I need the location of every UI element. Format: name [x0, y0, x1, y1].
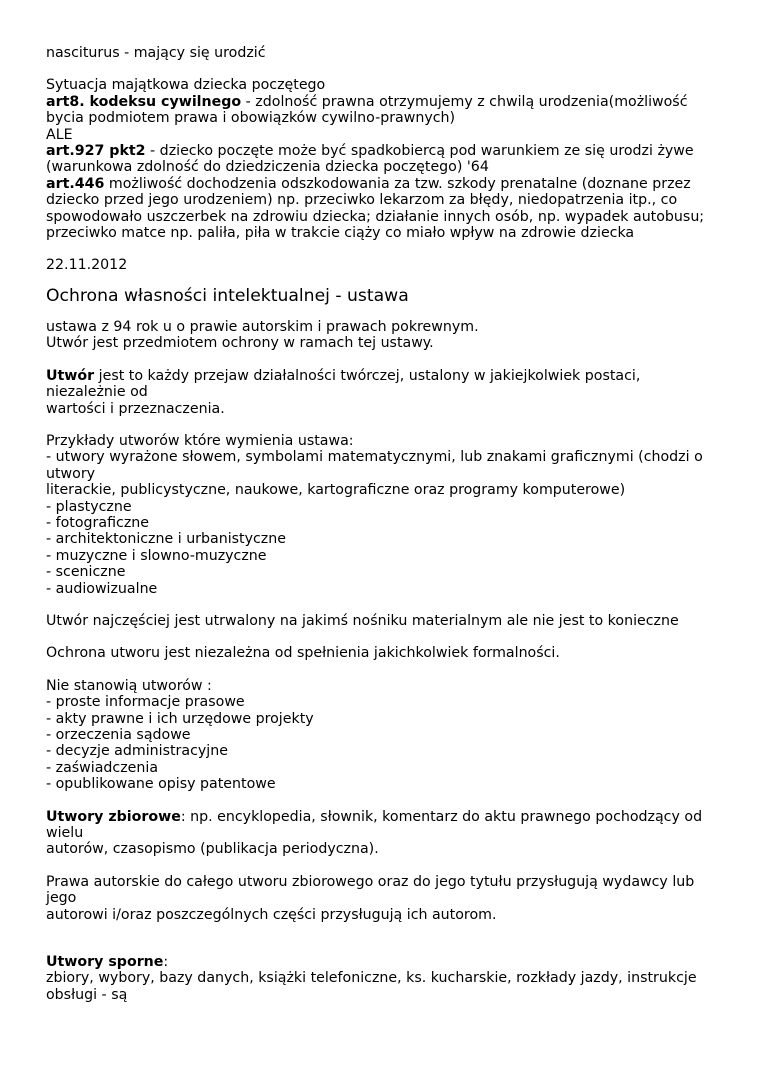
prawa-line3: autorowi i/oraz poszczególnych części przysługują ich autorom.	[46, 906, 497, 923]
art446-line4: przeciwko matce np. paliła, piła w trakcie ciąży co miało wpływ na zdrowie dziecka	[46, 225, 635, 242]
intro-line: nasciturus - mający się urodzić	[46, 45, 266, 61]
utrwalony-line: Utwór najczęściej jest utrwalony na jakimś nośniku materialnym ale nie jest to konieczne	[46, 612, 679, 629]
examples-item1a: - utwory wyrażone słowem, symbolami matematycznymi, lub znakami graficznymi (chodzi o	[46, 449, 703, 466]
examples-title: Przykłady utworów które wymienia ustawa:	[46, 432, 354, 449]
art8-paragraph	[46, 94, 720, 110]
date-line: 22.11.2012	[46, 257, 128, 274]
section-prenatal	[46, 77, 720, 241]
utwor-line3: wartości i przeznaczenia.	[46, 400, 225, 417]
list-item: - proste informacje prasowe	[46, 694, 245, 711]
zbiorowe-paragraph	[46, 809, 720, 825]
list-item: - muzyczne i slowno-muzyczne	[46, 547, 267, 564]
sporne-line2: obsługi - są	[46, 986, 128, 1003]
utwor-line2: niezależnie od	[46, 384, 148, 401]
art927-paragraph	[46, 143, 720, 159]
list-item: - plastyczne	[46, 498, 132, 515]
sporne-term: Utwory sporne	[46, 954, 164, 971]
art446-ref: art.446	[46, 175, 105, 192]
utwor-definition	[46, 368, 720, 384]
list-item: - opublikowane opisy patentowe	[46, 776, 276, 793]
ochrona-line: Ochrona utworu jest niezależna od spełnienia jakichkolwiek formalności.	[46, 645, 560, 662]
examples-item1c: literackie, publicystyczne, naukowe, kartograficzne oraz programy komputerowe)	[46, 482, 626, 499]
list-item: - zaświadczenia	[46, 759, 159, 776]
list-item: - akty prawne i ich urzędowe projekty	[46, 710, 314, 727]
utwor-text: jest to każdy przejaw działalności twórczej, ustalony w jakiejkolwiek postaci,	[94, 367, 641, 384]
zbiorowe-line2: wielu	[46, 825, 84, 842]
art446-paragraph	[46, 176, 720, 192]
art8-ref: art8. kodeksu cywilnego	[46, 93, 242, 110]
art8-text: - zdolność prawna otrzymujemy z chwilą urodzenia(możliwość	[241, 93, 688, 110]
examples-item1b: utwory	[46, 465, 96, 482]
zbiorowe-term: Utwory zbiorowe	[46, 808, 181, 825]
section-title: Sytuacja majątkowa dziecka poczętego	[46, 77, 326, 94]
zbiorowe-text: : np. encyklopedia, słownik, komentarz do aktu prawnego pochodzący od	[180, 808, 703, 825]
art446-line3: spowodowało uszczerbek na zdrowiu dziecka; działanie innych osób, np. wypadek autobusu;	[46, 208, 705, 225]
art927-ref: art.927 pkt2	[46, 143, 146, 160]
list-item: - audiowizualne	[46, 580, 158, 597]
ustawa-line2: Utwór jest przedmiotem ochrony w ramach tej ustawy.	[46, 335, 434, 352]
sporne-colon: :	[163, 954, 169, 971]
utwor-term: Utwór	[46, 367, 95, 384]
sporne-heading	[46, 954, 720, 970]
ustawa-line1: ustawa z 94 rok u o prawie autorskim i prawach pokrewnym.	[46, 318, 479, 335]
art927-text: - dziecko poczęte może być spadkobiercą pod warunkiem ze się urodzi żywe	[145, 143, 694, 160]
ale-line: ALE	[46, 126, 73, 143]
prawa-line1: Prawa autorskie do całego utworu zbiorowego oraz do jego tytułu przysługują wydawcy lub	[46, 873, 695, 890]
list-item: - fotograficzne	[46, 514, 149, 531]
art8-line2: bycia podmiotem prawa i obowiązków cywilno-prawnych)	[46, 110, 456, 127]
nie-stanowia-title: Nie stanowią utworów :	[46, 677, 212, 694]
sporne-line1: zbiory, wybory, bazy danych, książki telefoniczne, ks. kucharskie, rozkłady jazdy, instrukcje	[46, 970, 697, 987]
list-item: - sceniczne	[46, 564, 126, 581]
list-item: - architektoniczne i urbanistyczne	[46, 531, 286, 548]
prawa-line2: jego	[46, 890, 77, 907]
art446-line2: dziecko przed jego urodzeniem) np. przeciwko lekarzom za błędy, niedopatrzenia itp., co	[46, 192, 678, 209]
art927-line2: (warunkowa zdolność do dziedziczenia dziecka poczętego) '64	[46, 159, 489, 176]
list-item: - decyzje administracyjne	[46, 743, 228, 760]
zbiorowe-line3: autorów, czasopismo (publikacja periodyczna).	[46, 841, 379, 858]
list-item: - orzeczenia sądowe	[46, 727, 191, 743]
art446-text: możliwość dochodzenia odszkodowania za tzw. szkody prenatalne (doznane przez	[104, 175, 691, 192]
section-heading: Ochrona własności intelektualnej - ustawa	[46, 285, 409, 306]
